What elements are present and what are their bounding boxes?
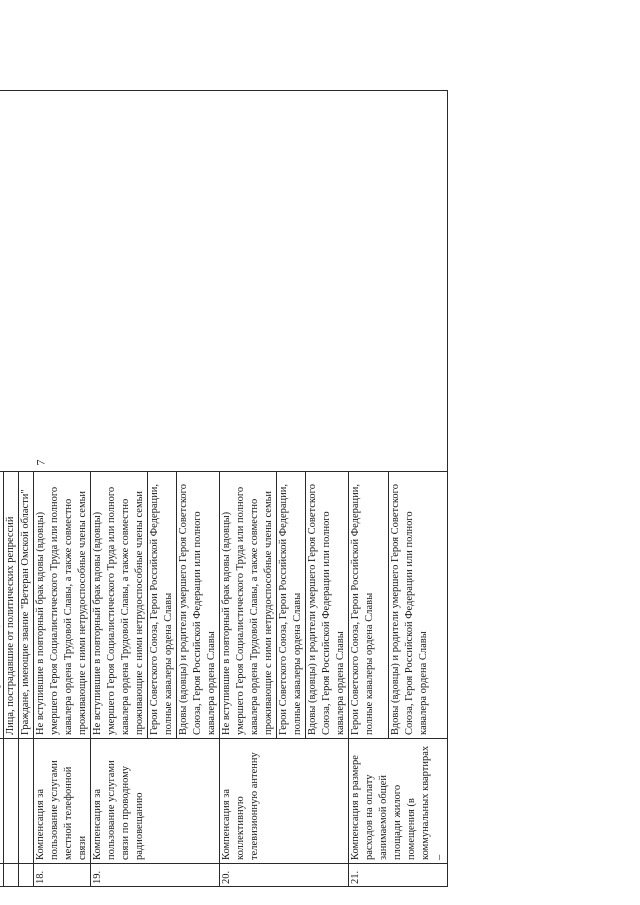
category-cell: Герои Советского Союза, Герои Российской Федерации, полные кавалеры ордена Славы [148,472,177,739]
item-number: 21. [349,864,448,887]
category-cell: Вдовы (вдовцы) и родители умершего Героя Советского Союза, Героя Российской Федерации или полного кавалера ордена Славы [177,472,220,739]
item-number: 20. [220,864,349,887]
category-cell: Не вступившие в повторный брак вдовы (вдовцы) умершего Героя Социалистического Труда или полного кавалера ордена Трудовой Славы, а также совместно проживающие с ними нетрудоспособные члены семьи [34,472,91,739]
category-cell: Граждане, имеющие звание "Ветеран Омской области" [19,472,34,739]
item-number: 19. [91,864,220,887]
category-cell: Вдовы (вдовцы) и родители умершего Героя Советского Союза, Героя Российской Федерации или полного кавалера ордена Славы [306,472,349,739]
column-4-cell [0,91,448,472]
service-name: Компенсация за пользование услугами местной телефонной связи [34,739,91,864]
service-name: Компенсация за пользование услугами связи по проводному радиовещанию [91,739,220,864]
intro-service-cell [19,739,34,864]
category-cell: Вдовы (вдовцы) и родители умершего Героя Советского Союза, Героя Российской Федерации или полного кавалера ордена Славы [388,472,447,739]
intro-num-cell [19,864,34,887]
category-cell: Не вступившие в повторный брак вдовы (вдовцы) умершего Героя Социалистического Труда или полного кавалера ордена Трудовой Славы, а также совместно проживающие с ними нетрудоспособные члены семьи [220,472,277,739]
benefits-table [0,90,448,887]
service-name: Компенсация за коллективную телевизионную антенну [220,739,349,864]
rotated-table-wrapper [0,117,463,887]
page-number: 7 [33,459,48,466]
intro-service-cell [4,739,19,864]
category-cell: Герои Советского Союза, Герои Российской Федерации, полные кавалеры ордена Славы [349,472,389,739]
category-cell: Герои Советского Союза, Герои Российской Федерации, полные кавалеры ордена Славы [277,472,306,739]
item-number: 18. [34,864,91,887]
category-cell: Не вступившие в повторный брак вдовы (вдовцы) умершего Героя Социалистического Труда или полного кавалера ордена Трудовой Славы, а также совместно проживающие с ними нетрудоспособные члены семьи [91,472,148,739]
intro-num-cell [4,864,19,887]
category-cell: Лица, пострадавшие от политических репрессий [4,472,19,739]
service-name: Компенсация в размере расходов на оплату занимаемой общей площади жилого помещения (в коммунальных квартирах – [349,739,448,864]
